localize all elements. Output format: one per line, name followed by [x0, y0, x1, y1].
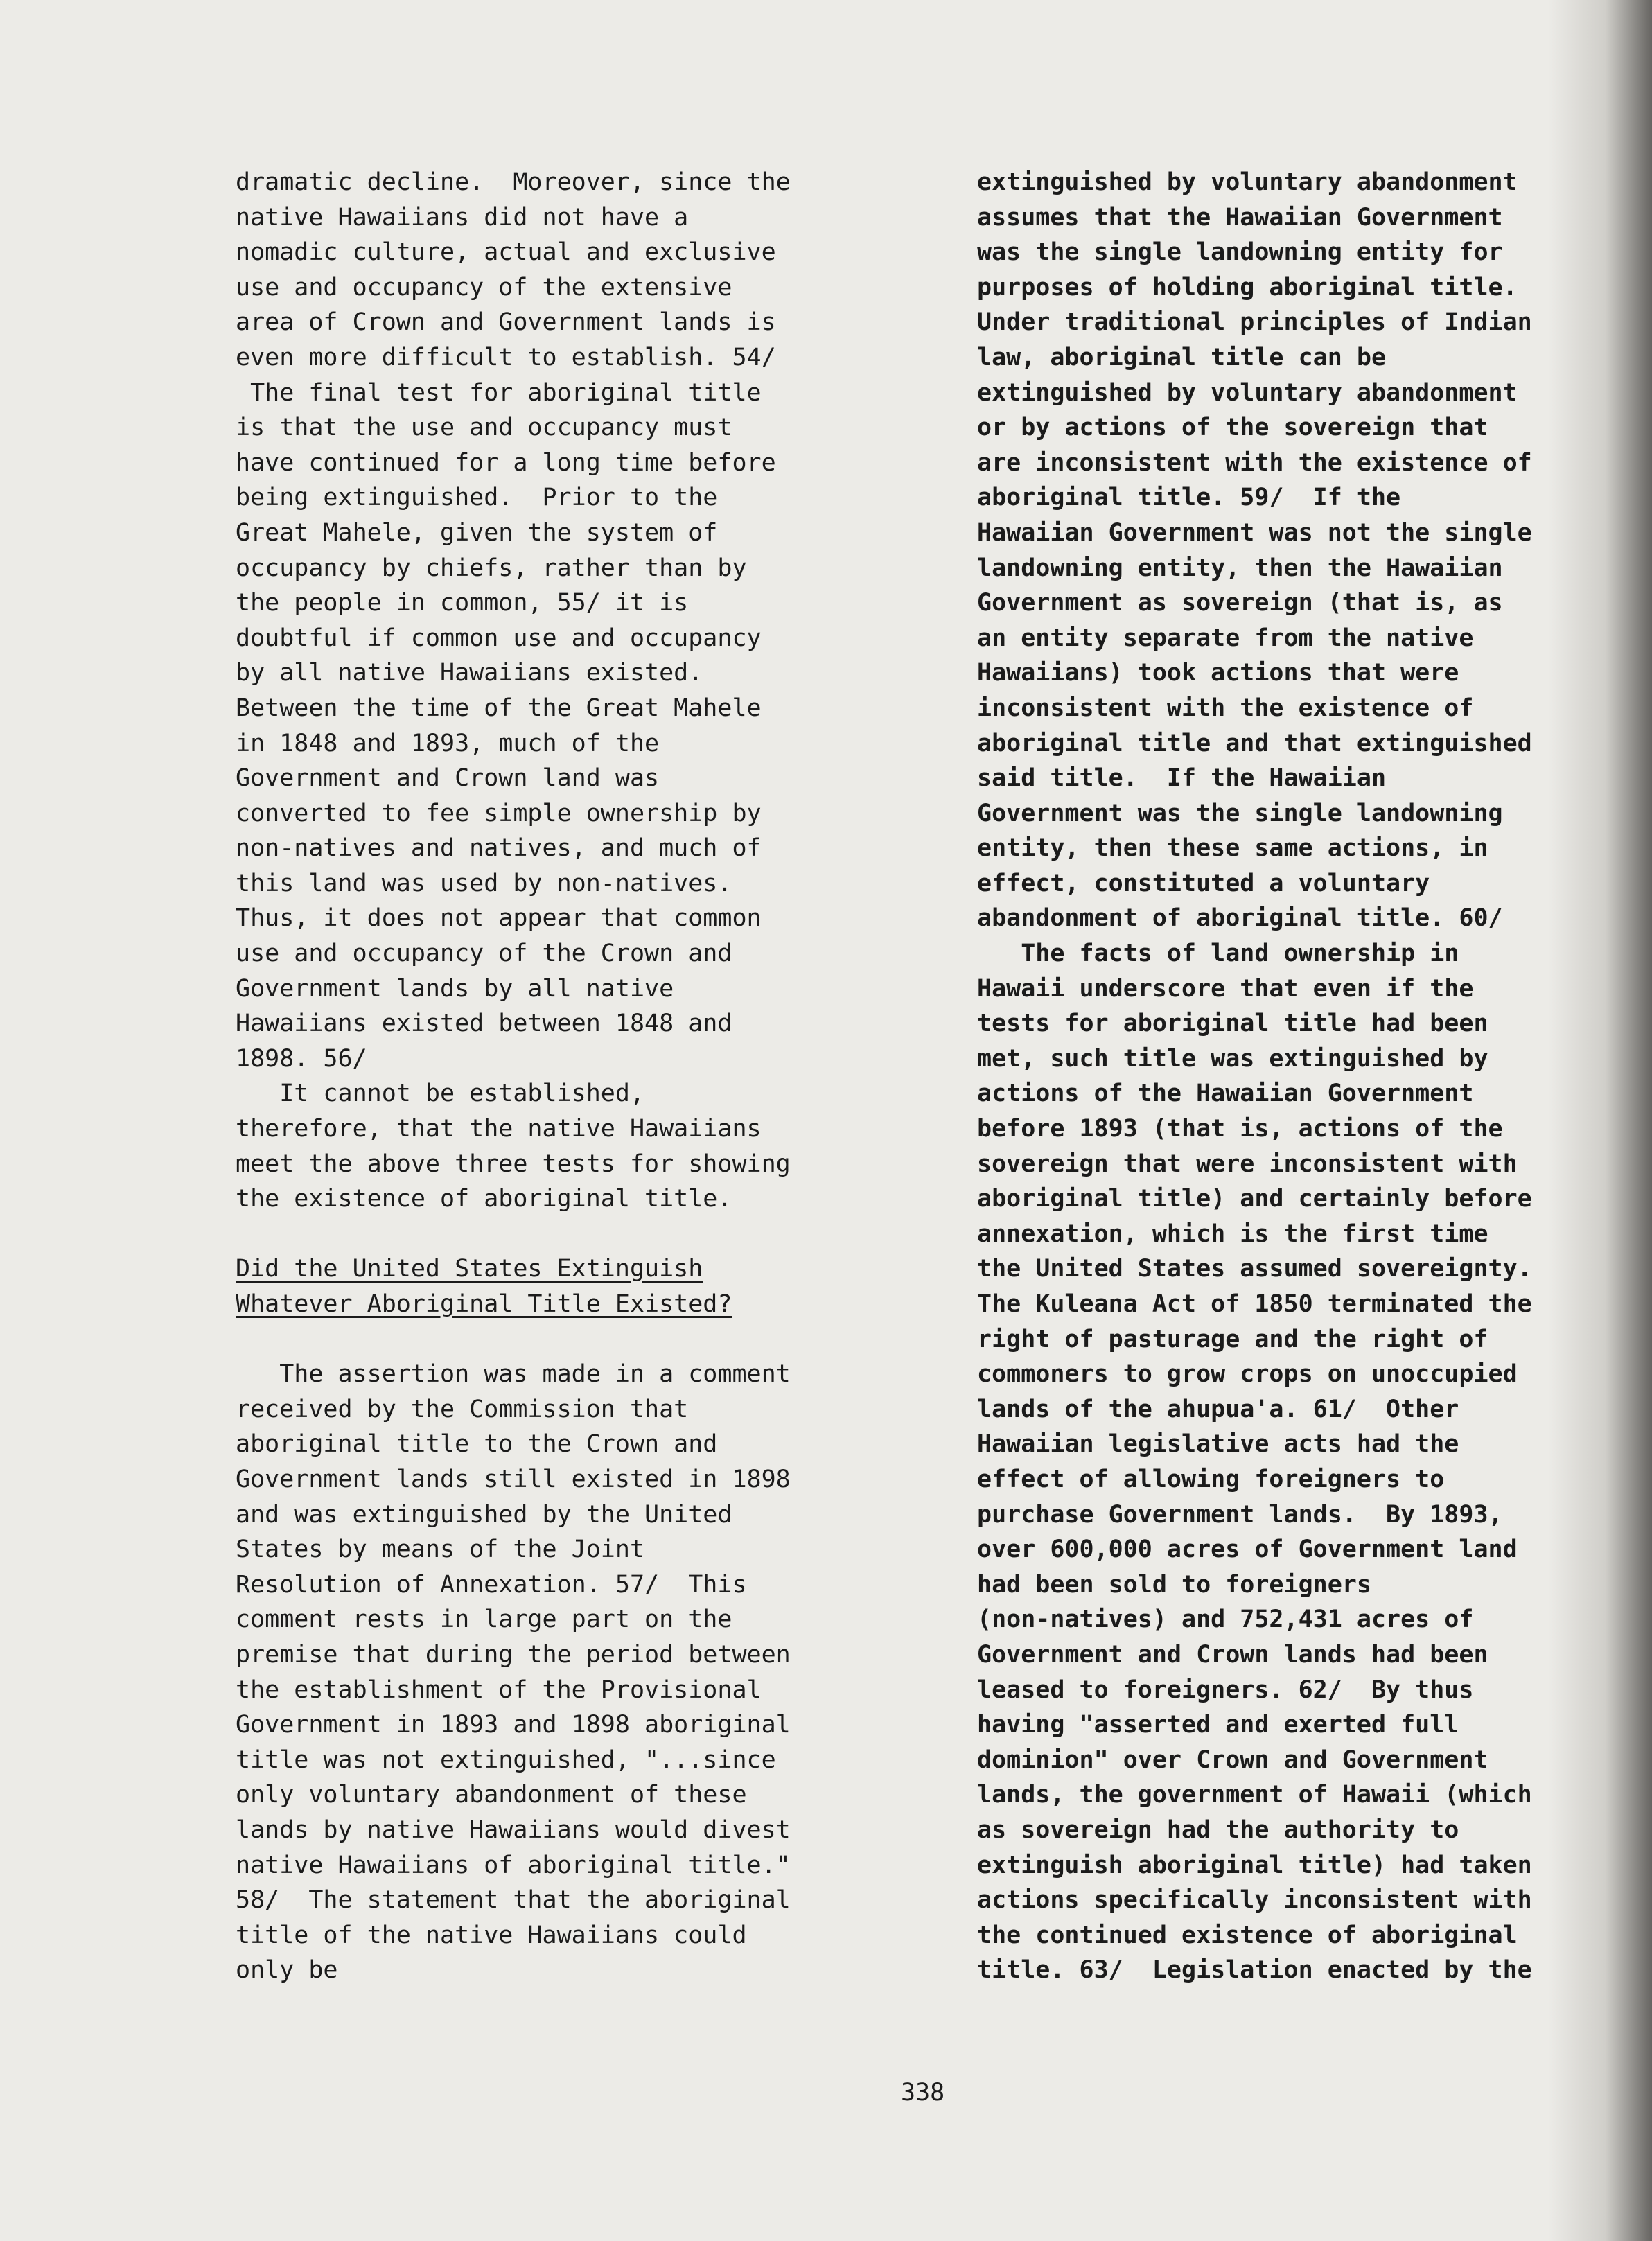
- text-line: effect, constituted a voluntary: [977, 869, 1430, 897]
- text-line: Hawaiians existed between 1848 and: [236, 1010, 732, 1038]
- text-line: title of the native Hawaiians could: [236, 1921, 747, 1949]
- text-line: over 600,000 acres of Government land: [977, 1536, 1518, 1564]
- left-paragraph-block-2: [236, 1357, 901, 1988]
- text-line: said title. If the Hawaiian: [977, 764, 1387, 793]
- text-line: inconsistent with the existence of: [977, 694, 1474, 722]
- text-line: lands by native Hawaiians would divest: [236, 1816, 791, 1844]
- text-line: by all native Hawaiians existed.: [236, 659, 703, 687]
- section-heading: [236, 1251, 901, 1321]
- text-line: aboriginal title) and certainly before: [977, 1185, 1532, 1213]
- text-line: converted to fee simple ownership by: [236, 799, 762, 827]
- text-line: purchase Government lands. By 1893,: [977, 1500, 1503, 1529]
- text-line: purposes of holding aboriginal title.: [977, 273, 1518, 301]
- right-column: [977, 165, 1642, 1988]
- text-line: abandonment of aboriginal title. 60/: [977, 904, 1503, 933]
- text-line: actions specifically inconsistent with: [977, 1886, 1532, 1915]
- text-line: title. 63/ Legislation enacted by the: [977, 1956, 1532, 1985]
- text-line: the United States assumed sovereignty.: [977, 1255, 1532, 1283]
- text-line: extinguish aboriginal title) had taken: [977, 1851, 1532, 1879]
- text-line: native Hawaiians did not have a: [236, 203, 689, 231]
- text-line: are inconsistent with the existence of: [977, 448, 1532, 477]
- text-line: occupancy by chiefs, rather than by: [236, 554, 747, 582]
- text-line: premise that during the period between: [236, 1640, 791, 1669]
- text-line: this land was used by non-natives.: [236, 869, 732, 897]
- text-line: use and occupancy of the extensive: [236, 273, 732, 301]
- text-line: Government as sovereign (that is, as: [977, 589, 1503, 617]
- text-line: in 1848 and 1893, much of the: [236, 729, 660, 757]
- left-paragraphs-block: [236, 165, 901, 1217]
- text-line: Government and Crown lands had been: [977, 1640, 1488, 1669]
- text-line: Thus, it does not appear that common: [236, 904, 762, 933]
- text-line: law, aboriginal title can be: [977, 343, 1387, 371]
- text-line: area of Crown and Government lands is: [236, 308, 776, 337]
- text-line: Hawaii underscore that even if the: [977, 974, 1474, 1003]
- text-line: commoners to grow crops on unoccupied: [977, 1360, 1518, 1389]
- text-line: native Hawaiians of aboriginal title.": [236, 1851, 791, 1879]
- text-line: actions of the Hawaiian Government: [977, 1080, 1474, 1108]
- text-line: have continued for a long time before: [236, 448, 776, 477]
- text-line: was the single landowning entity for: [977, 238, 1503, 267]
- text-line: meet the above three tests for showing: [236, 1150, 791, 1178]
- text-line: Between the time of the Great Mahele: [236, 694, 762, 722]
- text-line: Government was the single landowning: [977, 799, 1503, 827]
- text-line: Resolution of Annexation. 57/ This: [236, 1570, 747, 1599]
- text-line: met, such title was extinguished by: [977, 1044, 1488, 1073]
- text-line: doubtful if common use and occupancy: [236, 624, 762, 652]
- text-line: lands, the government of Hawaii (which: [977, 1781, 1532, 1809]
- text-line: tests for aboriginal title had been: [977, 1010, 1488, 1038]
- text-line: leased to foreigners. 62/ By thus: [977, 1676, 1474, 1704]
- text-line: Hawaiian legislative acts had the: [977, 1430, 1459, 1459]
- text-line: (non-natives) and 752,431 acres of: [977, 1606, 1474, 1634]
- text-line: even more difficult to establish. 54/: [236, 343, 776, 371]
- text-line: dominion" over Crown and Government: [977, 1746, 1488, 1774]
- text-line: Government in 1893 and 1898 aboriginal: [236, 1711, 791, 1739]
- text-line: entity, then these same actions, in: [977, 834, 1488, 863]
- text-line: 58/ The statement that the aboriginal: [236, 1886, 791, 1915]
- heading-line: Did the United States Extinguish: [236, 1255, 703, 1283]
- text-line: Government lands by all native: [236, 974, 674, 1003]
- text-line: an entity separate from the native: [977, 624, 1474, 652]
- text-line: Hawaiians) took actions that were: [977, 659, 1459, 687]
- text-line: sovereign that were inconsistent with: [977, 1150, 1518, 1178]
- text-line: The Kuleana Act of 1850 terminated the: [977, 1290, 1532, 1318]
- text-line: therefore, that the native Hawaiians: [236, 1115, 762, 1143]
- text-line: 1898. 56/: [236, 1044, 367, 1073]
- text-line: It cannot be established,: [236, 1080, 645, 1108]
- text-line: assumes that the Hawaiian Government: [977, 203, 1503, 231]
- text-line: right of pasturage and the right of: [977, 1325, 1488, 1353]
- text-line: or by actions of the sovereign that: [977, 414, 1488, 442]
- text-line: Hawaiian Government was not the single: [977, 518, 1532, 547]
- text-line: Great Mahele, given the system of: [236, 518, 718, 547]
- text-line: lands of the ahupua'a. 61/ Other: [977, 1395, 1459, 1423]
- text-line: Government lands still existed in 1898: [236, 1465, 791, 1493]
- text-line: dramatic decline. Moreover, since the: [236, 168, 791, 196]
- page-number: 338: [901, 2079, 945, 2107]
- text-line: aboriginal title. 59/ If the: [977, 484, 1401, 512]
- text-line: the continued existence of aboriginal: [977, 1921, 1518, 1949]
- text-line: received by the Commission that: [236, 1395, 689, 1423]
- text-line: use and occupancy of the Crown and: [236, 940, 732, 968]
- text-line: having "asserted and exerted full: [977, 1711, 1459, 1739]
- text-line: is that the use and occupancy must: [236, 414, 732, 442]
- text-line: comment rests in large part on the: [236, 1606, 732, 1634]
- text-line: aboriginal title to the Crown and: [236, 1430, 718, 1459]
- text-line: only voluntary abandonment of these: [236, 1781, 747, 1809]
- text-line: States by means of the Joint: [236, 1536, 645, 1564]
- heading-line: Whatever Aboriginal Title Existed?: [236, 1290, 732, 1318]
- text-line: the establishment of the Provisional: [236, 1676, 762, 1704]
- text-line: as sovereign had the authority to: [977, 1816, 1459, 1844]
- text-line: only be: [236, 1956, 338, 1985]
- text-line: extinguished by voluntary abandonment: [977, 168, 1518, 196]
- text-line: annexation, which is the first time: [977, 1220, 1488, 1248]
- text-line: Under traditional principles of Indian: [977, 308, 1532, 337]
- text-line: landowning entity, then the Hawaiian: [977, 554, 1503, 582]
- text-line: being extinguished. Prior to the: [236, 484, 718, 512]
- text-line: had been sold to foreigners: [977, 1570, 1371, 1599]
- text-line: Government and Crown land was: [236, 764, 660, 793]
- text-line: the existence of aboriginal title.: [236, 1185, 732, 1213]
- text-line: aboriginal title and that extinguished: [977, 729, 1532, 757]
- text-line: and was extinguished by the United: [236, 1500, 732, 1529]
- text-line: effect of allowing foreigners to: [977, 1465, 1445, 1493]
- text-line: title was not extinguished, "...since: [236, 1746, 776, 1774]
- text-line: The final test for aboriginal title: [236, 378, 762, 407]
- text-line: The facts of land ownership in: [977, 940, 1459, 968]
- text-line: before 1893 (that is, actions of the: [977, 1115, 1503, 1143]
- text-line: The assertion was made in a comment: [236, 1360, 791, 1389]
- text-line: non-natives and natives, and much of: [236, 834, 762, 863]
- text-line: the people in common, 55/ it is: [236, 589, 689, 617]
- text-line: nomadic culture, actual and exclusive: [236, 238, 776, 267]
- left-column: [236, 165, 901, 1988]
- text-line: extinguished by voluntary abandonment: [977, 378, 1518, 407]
